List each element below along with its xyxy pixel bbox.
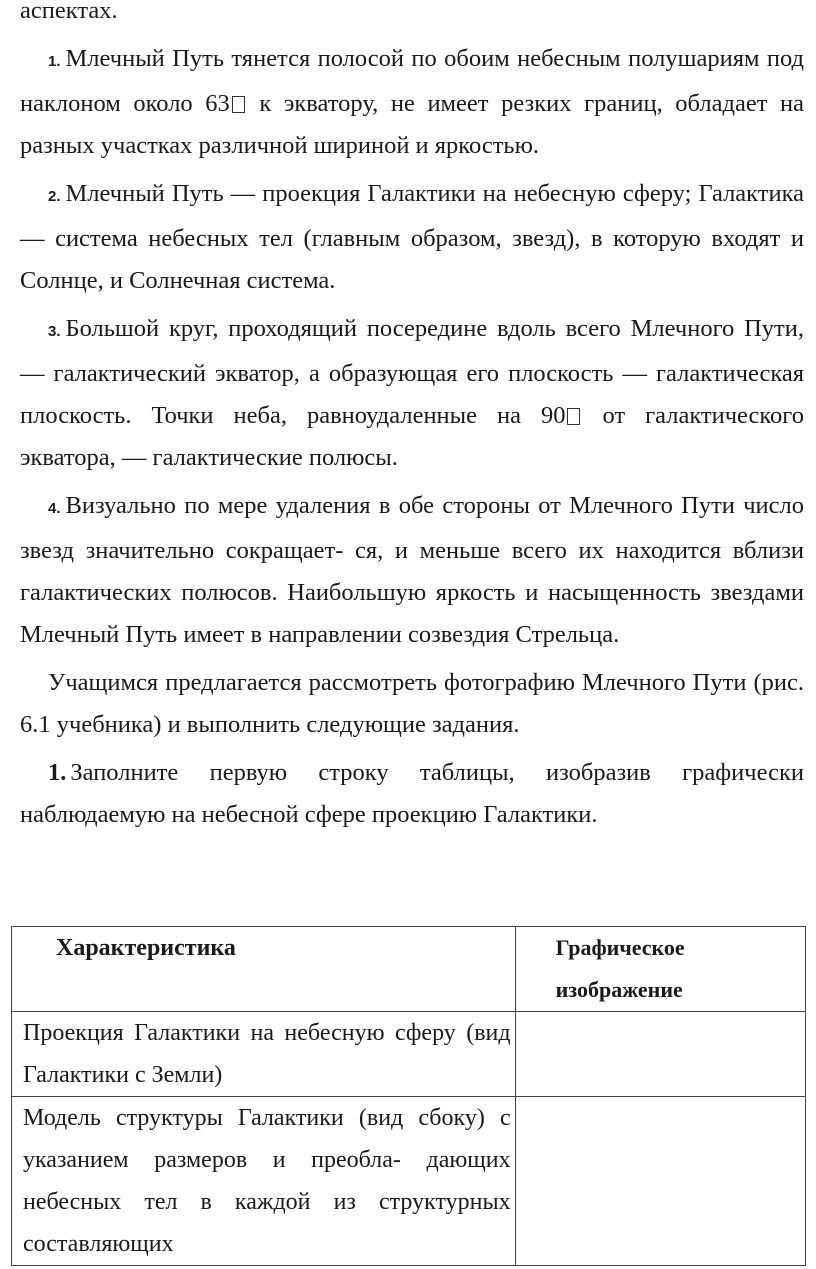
list-item-1 [20,38,804,167]
students-paragraph: Учащимся предлагается рассмотреть фотографию Млечного Пути (рис. 6.1 учебника) и выполнить следующие задания. [20,669,804,738]
table-header-row [12,927,806,1012]
item-text-2: Млечный Путь — проекция Галактики на небесную сферу; Галактика — система небесных тел (главным образом, звезд), в которую входят и Солнце, и Солнечная система. [20,180,804,294]
item-text-3: Большой круг, проходящий посередине вдоль всего Млечного Пути, — галактический экватор, а образующая его плоскость — галактическая плоскость. Точки неба, равноудаленные на 90 [20,315,804,429]
item-text-3-cont: от галактического экватора, — галактические полюсы. [20,402,804,471]
item-number-4: 4. [48,500,61,517]
column-header-graphic: Графическое изображение [515,927,805,1012]
intro-text: аспектах. [20,0,118,24]
characteristics-table [11,926,806,1266]
item-text-1-cont: к экватору, не имеет резких границ, обладает на разных участках различной шириной и яркостью. [20,90,804,159]
list-item-4 [20,485,804,656]
missing-degree-glyph-icon [232,96,245,113]
item-number-3: 3. [48,323,61,340]
column-header-characteristic: Характеристика [12,927,516,1012]
table-cell-characteristic: Модель структуры Галактики (вид сбоку) с указанием размеров и преобла- дающих небесных тел в каждой из структурных составляющих [12,1097,516,1266]
list-item-3 [20,308,804,479]
missing-degree-glyph-icon [567,408,580,425]
item-text-1: Млечный Путь тянется полосой по обоим небесным полушариям под наклоном около 63 [20,45,804,117]
table-cell-graphic[interactable] [515,1097,805,1266]
item-text-4: Визуально по мере удаления в обе стороны от Млечного Пути число звезд значительно сокращает- ся, и меньше всего их находится вблизи галактических полюсов. Наибольшую яркость и насыщенность звездами Млечный Путь имеет в направлении созвездия Стрельца. [20,492,804,648]
list-item-2 [20,173,804,302]
table-cell-characteristic: Проекция Галактики на небесную сферу (вид Галактики с Земли) [12,1012,516,1097]
item-number-2: 2. [48,188,61,205]
task-text-1: Заполните первую строку таблицы, изобразив графически наблюдаемую на небесной сфере проекцию Галактики. [20,759,804,828]
table-row [12,1097,806,1266]
document-page [20,0,804,836]
table-row [12,1012,806,1097]
task-1 [20,752,804,836]
table-cell-graphic[interactable] [515,1012,805,1097]
item-number-1: 1. [48,53,61,70]
task-number-1: 1. [48,759,67,786]
